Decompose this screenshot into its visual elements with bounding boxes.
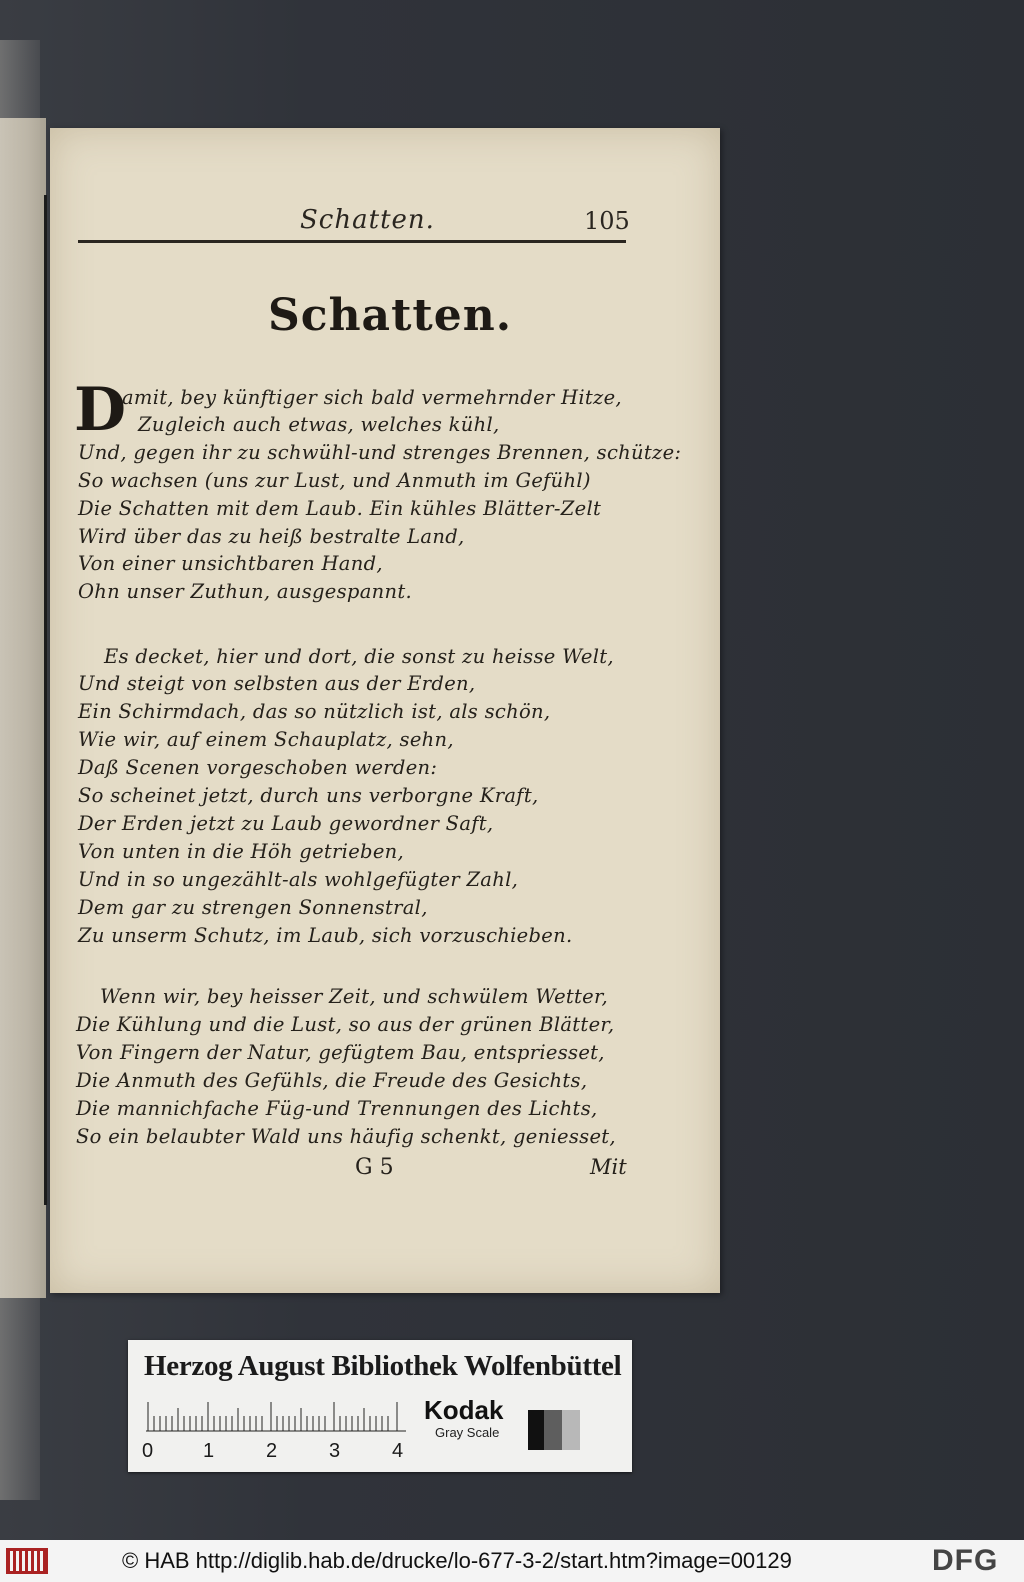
signature-mark: G 5 <box>355 1155 394 1180</box>
ruler-number: 3 <box>329 1440 341 1462</box>
ruler-number: 2 <box>266 1440 278 1462</box>
poem-line: Der Erden jetzt zu Laub gewordner Saft, <box>78 812 494 835</box>
ruler-number: 4 <box>392 1440 404 1462</box>
hab-logo-icon <box>6 1546 48 1576</box>
poem-line: Dem gar zu strengen Sonnenstral, <box>78 896 428 919</box>
gray-swatch-mid <box>544 1410 562 1450</box>
poem-line: Wie wir, auf einem Schauplatz, sehn, <box>78 728 454 751</box>
gray-swatch-black <box>528 1410 544 1450</box>
binding-line <box>44 195 47 1205</box>
poem-line: Von Fingern der Natur, gefügtem Bau, entspriesset, <box>76 1041 605 1064</box>
poem-line: Zugleich auch etwas, welches kühl, <box>138 413 500 436</box>
poem-line: Zu unserm Schutz, im Laub, sich vorzuschieben. <box>78 924 573 947</box>
poem-line: Und, gegen ihr zu schwühl-und strenges Brennen, schütze: <box>78 441 682 464</box>
poem-line: Die Schatten mit dem Laub. Ein kühles Blätter-Zelt <box>78 497 602 520</box>
poem-line: Es decket, hier und dort, die sonst zu heisse Welt, <box>104 645 614 668</box>
poem-line: Die Anmuth des Gefühls, die Freude des Gesichts, <box>76 1069 588 1092</box>
page-number: 105 <box>584 207 630 235</box>
poem-line: Ohn unser Zuthun, ausgespannt. <box>78 580 412 603</box>
poem-line: Wenn wir, bey heisser Zeit, und schwülem Wetter, <box>100 985 609 1008</box>
footer-bar <box>0 1540 1024 1582</box>
poem-line: Die Kühlung und die Lust, so aus der grünen Blätter, <box>76 1013 615 1036</box>
gray-scale-card <box>128 1340 632 1472</box>
poem-line: Die mannichfache Füg-und Trennungen des Lichts, <box>76 1097 598 1120</box>
gray-swatch-light <box>562 1410 580 1450</box>
dfg-logo: DFG <box>932 1544 999 1577</box>
poem-line: So scheinet jetzt, durch uns verborgne Kraft, <box>78 784 539 807</box>
running-title: Schatten. <box>300 205 435 235</box>
poem-line: Daß Scenen vorgeschoben werden: <box>78 756 438 779</box>
poem-line: So ein belaubter Wald uns häufig schenkt, geniesset, <box>76 1125 616 1148</box>
catchword: Mit <box>590 1155 627 1179</box>
copyright-url: © HAB http://diglib.hab.de/drucke/lo-677-3-2/start.htm?image=00129 <box>122 1548 792 1573</box>
poem-line: Und steigt von selbsten aus der Erden, <box>78 672 476 695</box>
header-rule <box>78 240 626 243</box>
poem-line: So wachsen (uns zur Lust, und Anmuth im Gefühl) <box>78 469 591 492</box>
ruler-number: 0 <box>142 1440 154 1462</box>
ruler-scale <box>146 1402 406 1432</box>
kodak-logo: Kodak <box>424 1395 504 1425</box>
library-name: Herzog August Bibliothek Wolfenbüttel <box>144 1350 622 1382</box>
gray-scale-label: Gray Scale <box>435 1425 500 1440</box>
previous-page-edge <box>0 118 46 1298</box>
poem-title: Schatten. <box>268 290 513 341</box>
poem-line: Wird über das zu heiß bestralte Land, <box>78 525 465 548</box>
poem-line: Ein Schirmdach, das so nützlich ist, als schön, <box>78 700 551 723</box>
poem-line: Von einer unsichtbaren Hand, <box>78 552 383 575</box>
ruler-number: 1 <box>203 1440 215 1462</box>
poem-line: Von unten in die Höh getrieben, <box>78 840 405 863</box>
drop-cap: D <box>74 375 127 445</box>
poem-line: Und in so ungezählt-als wohlgefügter Zahl, <box>78 868 519 891</box>
poem-line: amit, bey künftiger sich bald vermehrnder Hitze, <box>122 386 622 409</box>
